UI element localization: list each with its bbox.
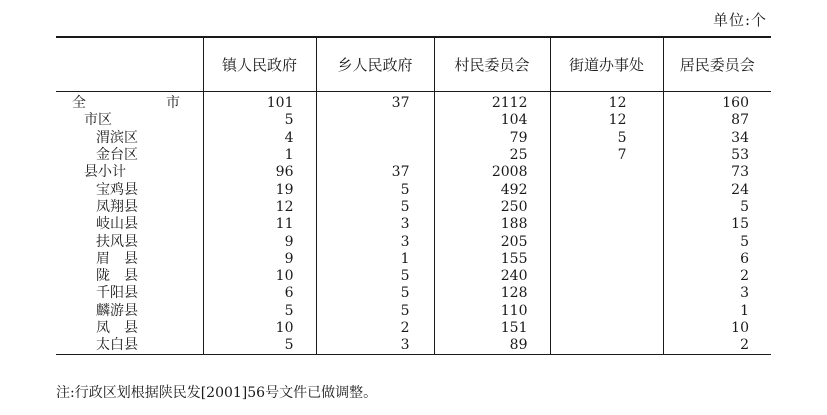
- cell-township-government: 3: [316, 233, 434, 250]
- row-label: 市区: [84, 112, 112, 129]
- cell-township-government: 5: [316, 199, 434, 216]
- cell-residents-committee: 24: [663, 181, 771, 198]
- cell-town-government: 5: [203, 112, 316, 129]
- table-row: [56, 112, 771, 129]
- cell-residents-committee: 5: [663, 199, 771, 216]
- cell-township-government: [316, 147, 434, 164]
- row-label: 宝鸡县: [96, 181, 138, 198]
- cell-town-government: 5: [203, 303, 316, 320]
- cell-residents-committee: 3: [663, 285, 771, 302]
- column-header-residents-committee: 居民委员会: [663, 37, 771, 92]
- table-row: [56, 251, 771, 268]
- row-label: 凤 县: [96, 320, 138, 336]
- cell-villagers-committee: 155: [434, 251, 550, 268]
- cell-residents-committee: 10: [663, 320, 771, 337]
- cell-residents-committee: 2: [663, 337, 771, 355]
- cell-residents-committee: 160: [663, 92, 771, 113]
- table-row: [56, 92, 771, 113]
- cell-town-government: 11: [203, 216, 316, 233]
- cell-township-government: [316, 112, 434, 129]
- row-label: 渭滨区: [96, 129, 138, 146]
- table-row: [56, 164, 771, 181]
- cell-town-government: 1: [203, 147, 316, 164]
- cell-town-government: 19: [203, 181, 316, 198]
- cell-town-government: 4: [203, 130, 316, 147]
- cell-subdistrict-office: [550, 268, 663, 285]
- row-label: 凤翔县: [96, 198, 138, 215]
- cell-township-government: 3: [316, 337, 434, 355]
- cell-villagers-committee: 188: [434, 216, 550, 233]
- table-row: [56, 268, 771, 285]
- cell-residents-committee: 15: [663, 216, 771, 233]
- unit-label: 单位:个: [712, 11, 767, 29]
- cell-subdistrict-office: [550, 303, 663, 320]
- cell-township-government: 37: [316, 92, 434, 113]
- table-body: [56, 92, 771, 355]
- row-label: 千阳县: [96, 285, 138, 302]
- cell-subdistrict-office: 7: [550, 147, 663, 164]
- table-row: [56, 303, 771, 320]
- table-row: [56, 233, 771, 250]
- row-label: 太白县: [96, 337, 138, 354]
- cell-town-government: 101: [203, 92, 316, 113]
- row-label: 陇 县: [96, 268, 138, 285]
- cell-subdistrict-office: [550, 164, 663, 181]
- cell-residents-committee: 5: [663, 233, 771, 250]
- cell-villagers-committee: 128: [434, 285, 550, 302]
- cell-villagers-committee: 240: [434, 268, 550, 285]
- cell-villagers-committee: 205: [434, 233, 550, 250]
- cell-subdistrict-office: 12: [550, 112, 663, 129]
- row-label: 麟游县: [96, 302, 138, 319]
- cell-township-government: 1: [316, 251, 434, 268]
- column-header-township-government: 乡人民政府: [316, 37, 434, 92]
- cell-town-government: 9: [203, 233, 316, 250]
- cell-township-government: 5: [316, 181, 434, 198]
- cell-subdistrict-office: [550, 216, 663, 233]
- cell-villagers-committee: 89: [434, 337, 550, 355]
- row-label: 岐山县: [96, 216, 138, 233]
- cell-villagers-committee: 151: [434, 320, 550, 337]
- cell-town-government: 6: [203, 285, 316, 302]
- cell-subdistrict-office: [550, 181, 663, 198]
- row-label-text: 全 市: [72, 95, 180, 112]
- column-header-villagers-committee: 村民委员会: [434, 37, 550, 92]
- cell-villagers-committee: 2008: [434, 164, 550, 181]
- cell-town-government: 10: [203, 268, 316, 285]
- cell-subdistrict-office: [550, 233, 663, 250]
- row-label: 金台区: [96, 147, 138, 164]
- table-footnote: 注:行政区划根据陕民发[2001]56号文件已做调整。: [56, 385, 378, 401]
- cell-villagers-committee: 110: [434, 303, 550, 320]
- table-row: [56, 320, 771, 337]
- table-row: [56, 181, 771, 198]
- column-header-subdistrict-office: 街道办事处: [550, 37, 663, 92]
- table-row: [56, 216, 771, 233]
- cell-subdistrict-office: [550, 285, 663, 302]
- cell-town-government: 12: [203, 199, 316, 216]
- cell-villagers-committee: 250: [434, 199, 550, 216]
- cell-villagers-committee: 2112: [434, 92, 550, 113]
- cell-residents-committee: 53: [663, 147, 771, 164]
- row-label: [56, 92, 203, 113]
- cell-residents-committee: 6: [663, 251, 771, 268]
- table-row: [56, 199, 771, 216]
- table-header-row: [56, 37, 771, 92]
- cell-residents-committee: 2: [663, 268, 771, 285]
- cell-residents-committee: 73: [663, 164, 771, 181]
- row-label: 扶风县: [96, 233, 138, 250]
- table-row: [56, 337, 771, 355]
- cell-township-government: 5: [316, 285, 434, 302]
- cell-town-government: 10: [203, 320, 316, 337]
- cell-township-government: 3: [316, 216, 434, 233]
- cell-town-government: 5: [203, 337, 316, 355]
- row-label: 县小计: [84, 164, 126, 181]
- row-label: 眉 县: [96, 250, 138, 267]
- cell-township-government: 2: [316, 320, 434, 337]
- cell-township-government: 5: [316, 303, 434, 320]
- cell-villagers-committee: 492: [434, 181, 550, 198]
- cell-township-government: 5: [316, 268, 434, 285]
- cell-subdistrict-office: 5: [550, 130, 663, 147]
- cell-township-government: 37: [316, 164, 434, 181]
- cell-subdistrict-office: [550, 337, 663, 355]
- cell-town-government: 96: [203, 164, 316, 181]
- table-row: [56, 147, 771, 164]
- cell-residents-committee: 87: [663, 112, 771, 129]
- cell-residents-committee: 34: [663, 130, 771, 147]
- cell-villagers-committee: 25: [434, 147, 550, 164]
- cell-subdistrict-office: [550, 320, 663, 337]
- cell-subdistrict-office: [550, 251, 663, 268]
- column-header-corner: [56, 37, 203, 92]
- admin-units-table: [56, 36, 771, 355]
- cell-subdistrict-office: [550, 199, 663, 216]
- cell-villagers-committee: 79: [434, 130, 550, 147]
- cell-township-government: [316, 130, 434, 147]
- cell-villagers-committee: 104: [434, 112, 550, 129]
- table-row: [56, 285, 771, 302]
- column-header-town-government: 镇人民政府: [203, 37, 316, 92]
- table-row: [56, 130, 771, 147]
- cell-town-government: 9: [203, 251, 316, 268]
- cell-subdistrict-office: 12: [550, 92, 663, 113]
- cell-residents-committee: 1: [663, 303, 771, 320]
